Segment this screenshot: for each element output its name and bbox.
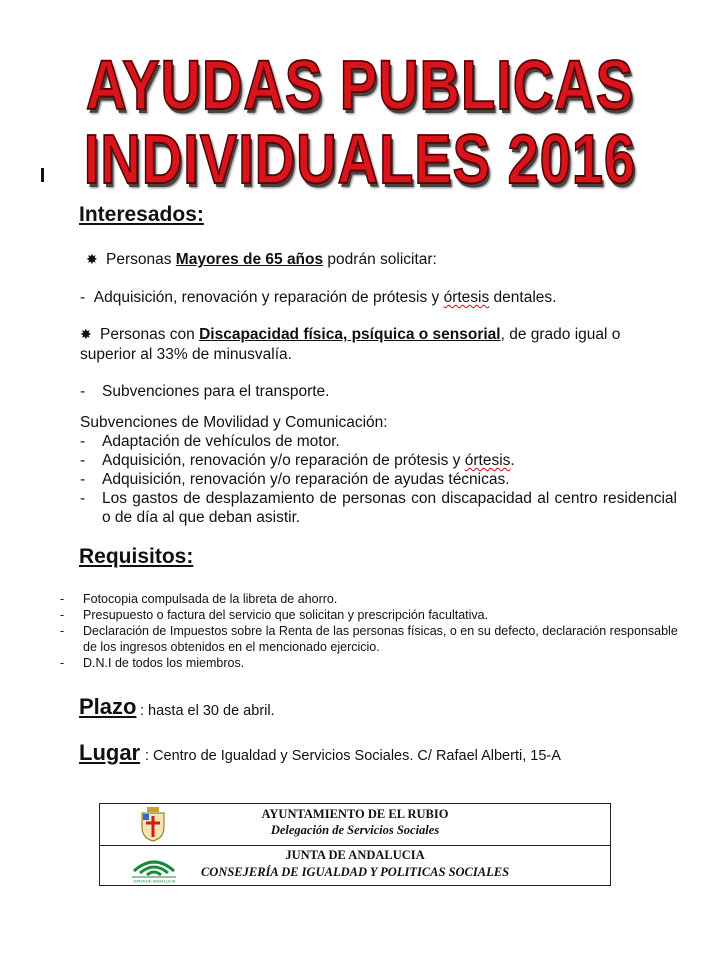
dash-marker: - (80, 433, 86, 450)
dash-marker: - (80, 383, 86, 400)
junta-subtitle: CONSEJERÍA DE IGUALDAD Y POLITICAS SOCIALES (200, 865, 510, 879)
interesados-heading: Interesados: (79, 203, 204, 226)
requisito-text: D.N.I de todos los miembros. (83, 656, 245, 670)
requisito-text: Fotocopia compulsada de la libreta de ahorro. (83, 592, 338, 606)
group2-prefix: Personas con (100, 326, 200, 343)
group1-item-post: dentales. (489, 289, 557, 306)
group1-prefix: Personas (106, 251, 176, 268)
title-line-1: AYUDAS PUBLICAS (85, 45, 635, 124)
requisito-text: Presupuesto o factura del servicio que solicitan y prescripción facultativa. (83, 608, 489, 622)
dash-marker: - (80, 471, 86, 488)
lugar-label: Lugar (79, 740, 141, 765)
movilidad-item-text: Adaptación de vehículos de motor. (102, 433, 340, 450)
movilidad-item-text: Adquisición, renovación y/o reparación de prótesis y órtesis. (102, 452, 515, 469)
footer-row-junta (100, 845, 610, 886)
dash-marker: - (60, 656, 65, 670)
spellcheck-word: órtesis (464, 452, 511, 469)
footer-box (99, 803, 611, 886)
asterisk-bullet-icon: ✸ (86, 251, 98, 267)
dash-marker: - (60, 608, 65, 622)
group2-line2: superior al 33% de minusvalía. (80, 346, 292, 363)
group1-item-pre: Adquisición, renovación y reparación de prótesis y (93, 289, 444, 306)
dash-marker: - (60, 624, 65, 638)
movilidad-heading: Subvenciones de Movilidad y Comunicación: (80, 414, 388, 431)
title-decoration (41, 168, 44, 182)
dash-marker: - (60, 592, 65, 606)
requisito-text: Declaración de Impuestos sobre la Renta de las personas físicas, o en su defecto, declaración responsable de los ingresos obtenidos en el mencionado ejercicio. (83, 624, 678, 654)
footer-row-ayuntamiento (100, 804, 610, 846)
junta-title: JUNTA DE ANDALUCIA (285, 848, 425, 862)
asterisk-bullet-icon: ✸ (80, 326, 92, 342)
requisitos-heading: Requisitos: (79, 545, 194, 568)
group2-suffix: , de grado igual o (500, 326, 621, 343)
group2-item-text: Subvenciones para el transporte. (102, 383, 330, 400)
movilidad-item-text: Adquisición, renovación y/o reparación de ayudas técnicas. (102, 471, 510, 488)
group2-line (80, 325, 680, 344)
junta-logo-caption: JUNTA DE ANDALUCIA (132, 878, 176, 883)
dash-marker: - (80, 289, 94, 306)
group1-line (86, 250, 437, 269)
plazo-label: Plazo (79, 694, 137, 719)
ayuntamiento-subtitle: Delegación de Servicios Sociales (270, 823, 440, 837)
plazo-text: : hasta el 30 de abril. (140, 703, 275, 719)
dash-marker: - (80, 490, 86, 507)
group1-emphasis: Mayores de 65 años (175, 251, 324, 268)
group1-item-word: órtesis (443, 289, 490, 306)
group1-item (80, 288, 556, 307)
title-line-2: INDIVIDUALES 2016 (83, 119, 637, 198)
group2-emphasis: Discapacidad física, psíquica o sensorial (199, 326, 501, 343)
lugar-text: : Centro de Igualdad y Servicios Sociales. C/ Rafael Alberti, 15-A (145, 748, 561, 764)
ayuntamiento-title: AYUNTAMIENTO DE EL RUBIO (261, 807, 449, 821)
movilidad-item-text: Los gastos de desplazamiento de personas con discapacidad al centro residencial o de día al que deban asistir. (102, 490, 677, 526)
dash-marker: - (80, 452, 86, 469)
group1-suffix: podrán solicitar: (323, 251, 437, 268)
